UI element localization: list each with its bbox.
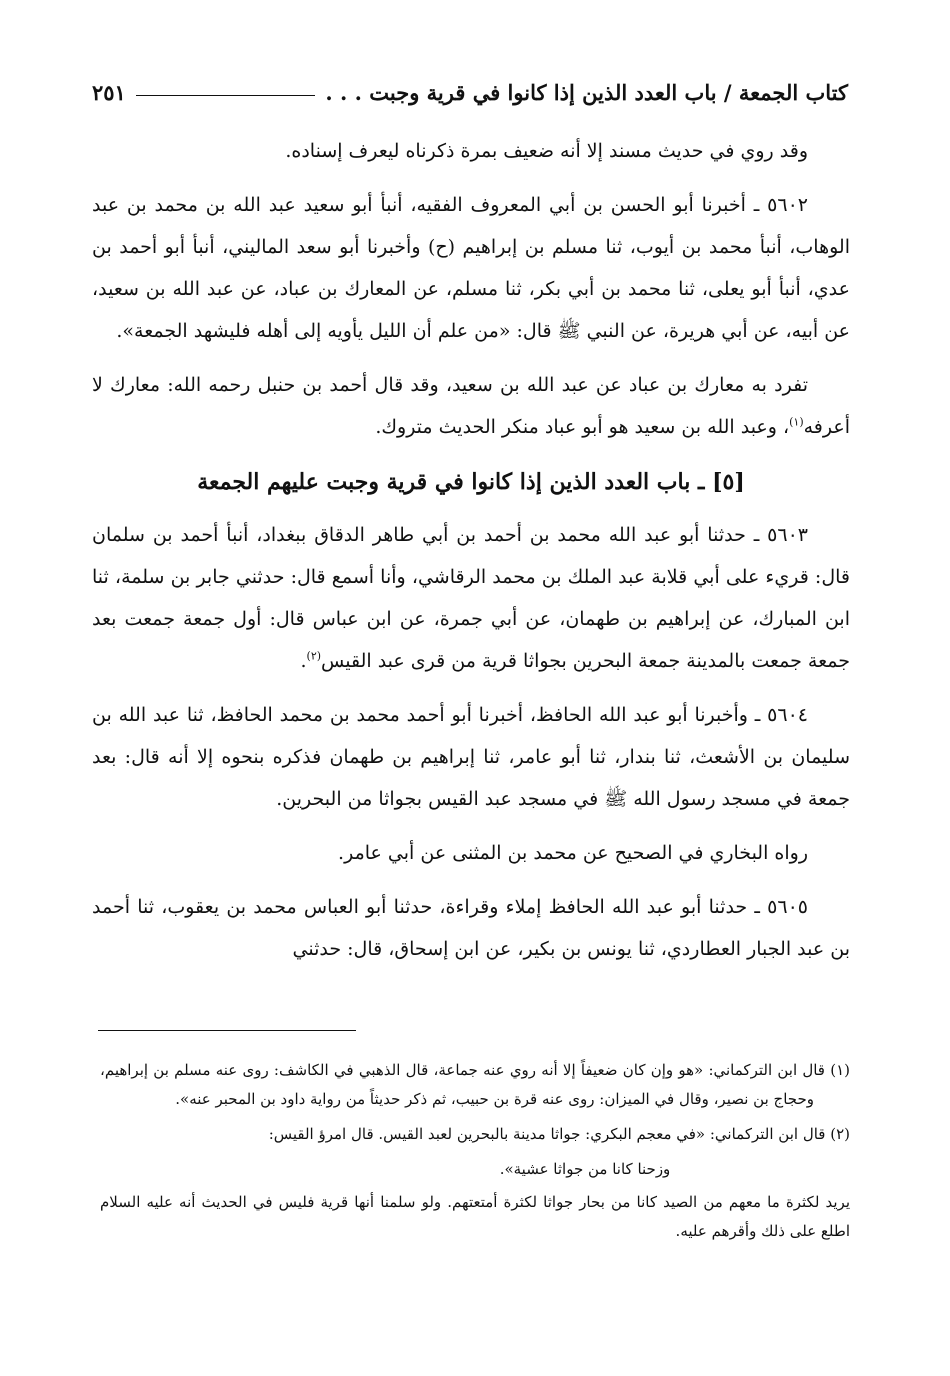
hadith-5604: ٥٦٠٤ ـ وأخبرنا أبو عبد الله الحافظ، أخبرنا أبو أحمد محمد بن محمد الحافظ، ثنا عبد الله بن سليمان بن الأشعث، ثنا بندار، ثنا أبو عامر، ثنا إبراهيم بن طهمان فذكره بنحوه إلا أنه قال: بعد جمعة في مسجد رسول الله ﷺ في مسجد عبد القيس بجواثا من البحرين. [92,704,850,810]
hadith-5603 [92,514,850,682]
paragraph: رواه البخاري في الصحيح عن محمد بن المثنى عن أبي عامر. [338,842,808,864]
running-header [92,72,848,112]
text-run: تفرد به معارك بن عباد عن عبد الله بن سعيد، وقد قال أحمد بن حنبل رحمه الله: معارك لا أعرفه [92,374,850,438]
hadith-5602: ٥٦٠٢ ـ أخبرنا أبو الحسن بن أبي المعروف الفقيه، أنبأ أبو سعيد عبد الله بن محمد بن عبد الوهاب، أنبأ محمد بن أيوب، ثنا مسلم بن إبراهيم (ح) وأخبرنا أبو سعد الماليني، أنبأ أبو أحمد بن عدي، أنبأ أبو يعلى، ثنا محمد بن أبي بكر، ثنا مسلم، عن المعارك بن عباد، عن عبد الله بن سعيد، عن أبيه، عن أبي هريرة، عن النبي ﷺ قال: «من علم أن الليل يأويه إلى أهله فليشهد الجمعة». [92,194,850,342]
footnote-separator [98,1030,356,1031]
footnotes [100,1056,850,1246]
footnote-ref[interactable]: (٢) [306,649,322,663]
footnote-2: (٢) قال ابن التركماني: «في معجم البكري: جواثا مدينة بالبحرين لعبد القيس. قال امرؤ القيس: [268,1125,850,1143]
footnote-2-verse: وزحنا كانا من جواثا عشية». [499,1160,671,1178]
running-header-title: كتاب الجمعة / باب العدد الذين إذا كانوا في قرية وجبت . . . [325,79,848,105]
hadith-5605: ٥٦٠٥ ـ حدثنا أبو عبد الله الحافظ إملاء وقراءة، حدثنا أبو العباس محمد بن يعقوب، ثنا أحمد بن عبد الجبار العطاردي، ثنا يونس بن بكير، عن ابن إسحاق، قال: حدثني [92,896,850,960]
page-number: ٢٥١ [92,79,126,105]
header-rule [136,95,316,96]
footnote-1: (١) قال ابن التركماني: «هو وإن كان ضعيفاً إلا أنه روي عنه جماعة، قال الذهبي في الكاشف: روى عنه مسلم بن إبراهيم، وحجاج بن نصير، وقال في الميزان: روى عنه قرة بن حبيب، ثم ذكر حديثاً من رواية داود بن المحبر عنه». [100,1061,850,1108]
footnote-ref[interactable]: (١) [789,415,804,429]
paragraph: وقد روي في حديث مسند إلا أنه ضعيف بمرة ذكرناه ليعرف إسناده. [285,140,808,162]
paragraph [92,364,850,448]
text-run: . [300,650,307,672]
section-heading: [٥] ـ باب العدد الذين إذا كانوا في قرية وجبت عليهم الجمعة [197,469,745,495]
main-text [92,130,850,982]
footnote-2-continuation: يريد لكثرة ما معهم من الصيد كانا من بحار جواثا لكثرة أمتعتهم. ولو سلمنا أنها قرية فليس في الحديث أنه عليه السلام اطلع على ذلك وأقرهم عليه. [100,1193,850,1240]
text-run: ، وعبد الله بن سعيد هو أبو عباد منكر الحديث متروك. [375,416,790,438]
text-run: ٥٦٠٣ ـ حدثنا أبو عبد الله محمد بن أحمد بن أبي طاهر الدقاق ببغداد، أنبأ أحمد بن سلمان قال: قريء على أبي قلابة عبد الملك بن محمد الرقاشي، وأنا أسمع قال: حدثني جابر بن سلمة، ثنا ابن المبارك، عن إبراهيم بن طهمان، عن أبي جمرة، عن ابن عباس قال: أول جمعة جمعت بعد جمعة جمعت بالمدينة جمعة البحرين بجواثا قرية من قرى عبد القيس [92,524,850,672]
